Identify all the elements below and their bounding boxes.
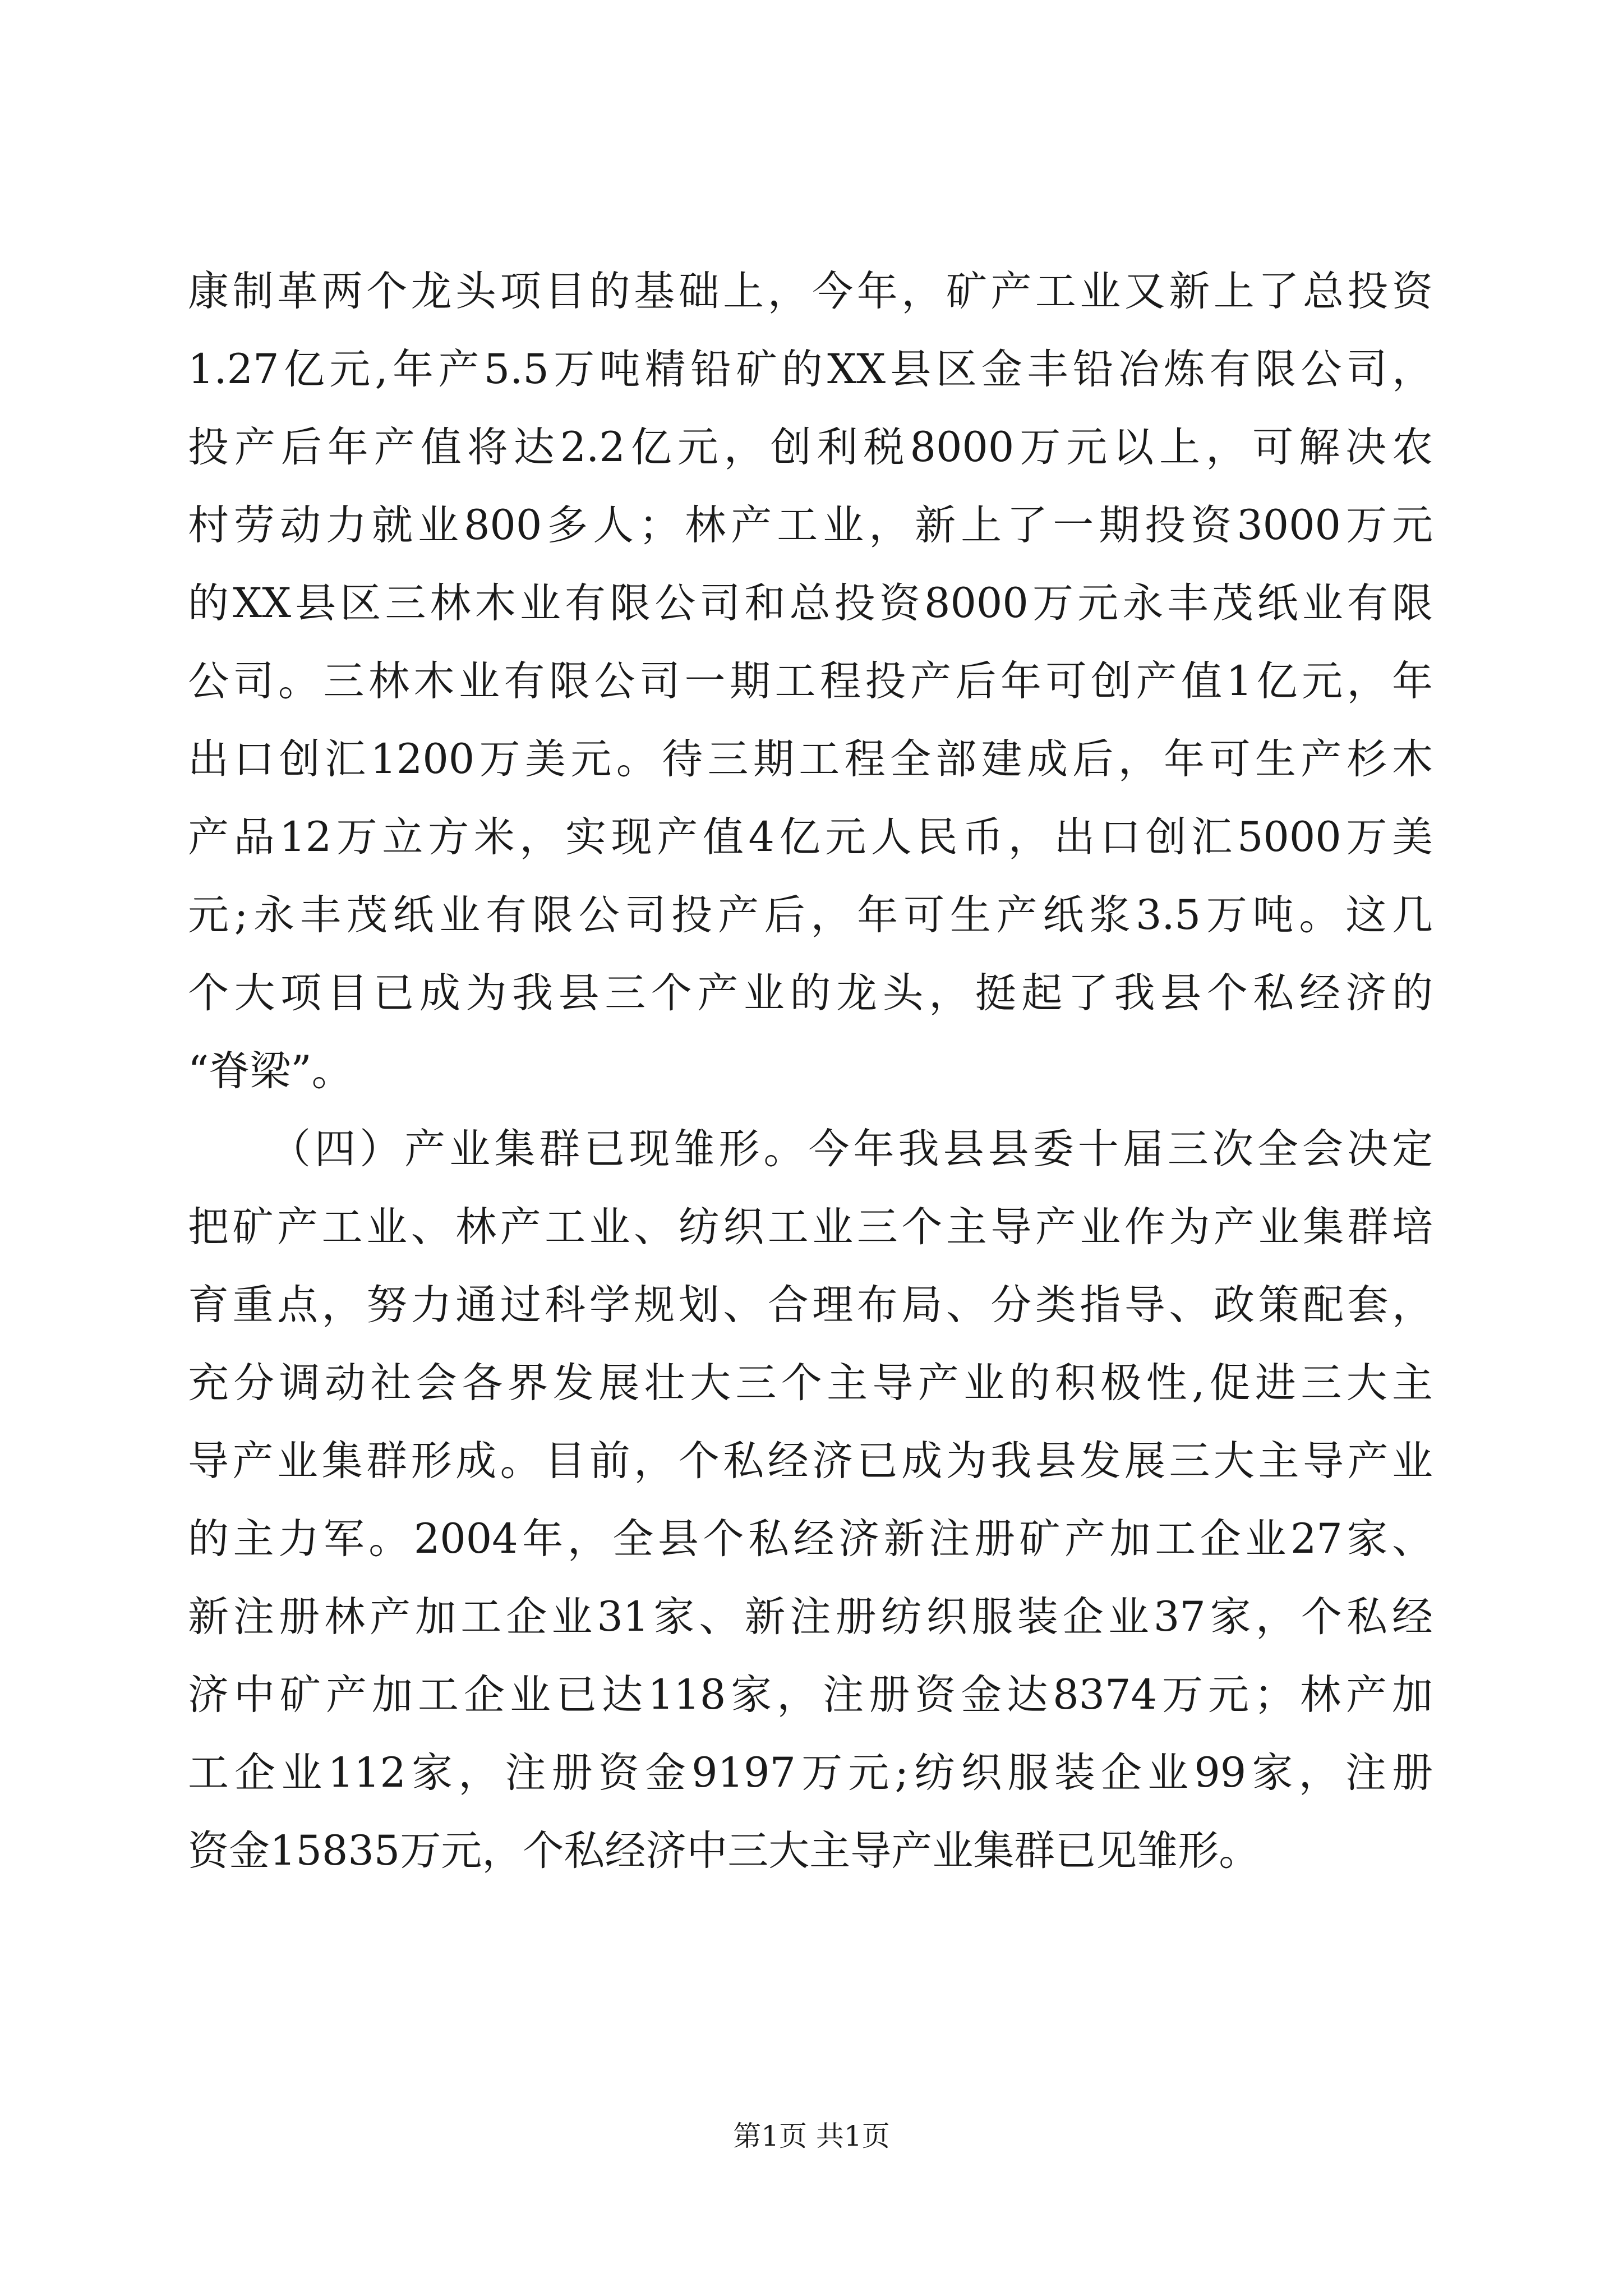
text-line: 元;永丰茂纸业有限公司投产后，年可生产纸浆3.5万吨。这几 (188, 891, 1433, 939)
text-line: 济中矿产加工企业已达118家，注册资金达8374万元；林产加 (188, 1671, 1433, 1719)
paragraph-1 (188, 252, 1433, 1110)
text-line: 村劳动力就业800多人；林产工业，新上了一期投资3000万元 (188, 501, 1433, 549)
text-line: 出口创汇1200万美元。待三期工程全部建成后，年可生产杉木 (188, 735, 1433, 783)
text-line: 的XX县区三林木业有限公司和总投资8000万元永丰茂纸业有限 (188, 579, 1433, 627)
text-line: 资金15835万元，个私经济中三大主导产业集群已见雏形。 (188, 1827, 1260, 1875)
document-body (188, 252, 1433, 1890)
text-line: 把矿产工业、林产工业、纺织工业三个主导产业作为产业集群培 (188, 1203, 1433, 1251)
page-footer: 第1页 共1页 (733, 2120, 890, 2152)
text-line: 投产后年产值将达2.2亿元，创利税8000万元以上，可解决农 (188, 424, 1433, 471)
text-line: 育重点，努力通过科学规划、合理布局、分类指导、政策配套， (188, 1281, 1433, 1329)
text-line: 充分调动社会各界发展壮大三个主导产业的积极性,促进三大主 (188, 1359, 1433, 1407)
text-line: 工企业112家，注册资金9197万元;纺织服装企业99家，注册 (188, 1749, 1433, 1797)
text-line: 公司。三林木业有限公司一期工程投产后年可创产值1亿元，年 (188, 657, 1433, 705)
text-line: 导产业集群形成。目前，个私经济已成为我县发展三大主导产业 (188, 1437, 1433, 1485)
text-line: 的主力军。2004年，全县个私经济新注册矿产加工企业27家、 (188, 1515, 1433, 1563)
text-line: （四）产业集群已现雏形。今年我县县委十届三次全会决定 (270, 1125, 1433, 1173)
text-line: 康制革两个龙头项目的基础上，今年，矿产工业又新上了总投资 (188, 268, 1433, 315)
text-line: “脊梁”。 (188, 1047, 353, 1095)
paragraph-2 (188, 1110, 1433, 1890)
text-line: 产品12万立方米，实现产值4亿元人民币，出口创汇5000万美 (188, 813, 1433, 861)
text-line: 个大项目已成为我县三个产业的龙头，挺起了我县个私经济的 (188, 969, 1433, 1017)
text-line: 新注册林产加工企业31家、新注册纺织服装企业37家，个私经 (188, 1593, 1433, 1641)
text-line: 1.27亿元,年产5.5万吨精铅矿的XX县区金丰铅冶炼有限公司， (188, 346, 1433, 393)
